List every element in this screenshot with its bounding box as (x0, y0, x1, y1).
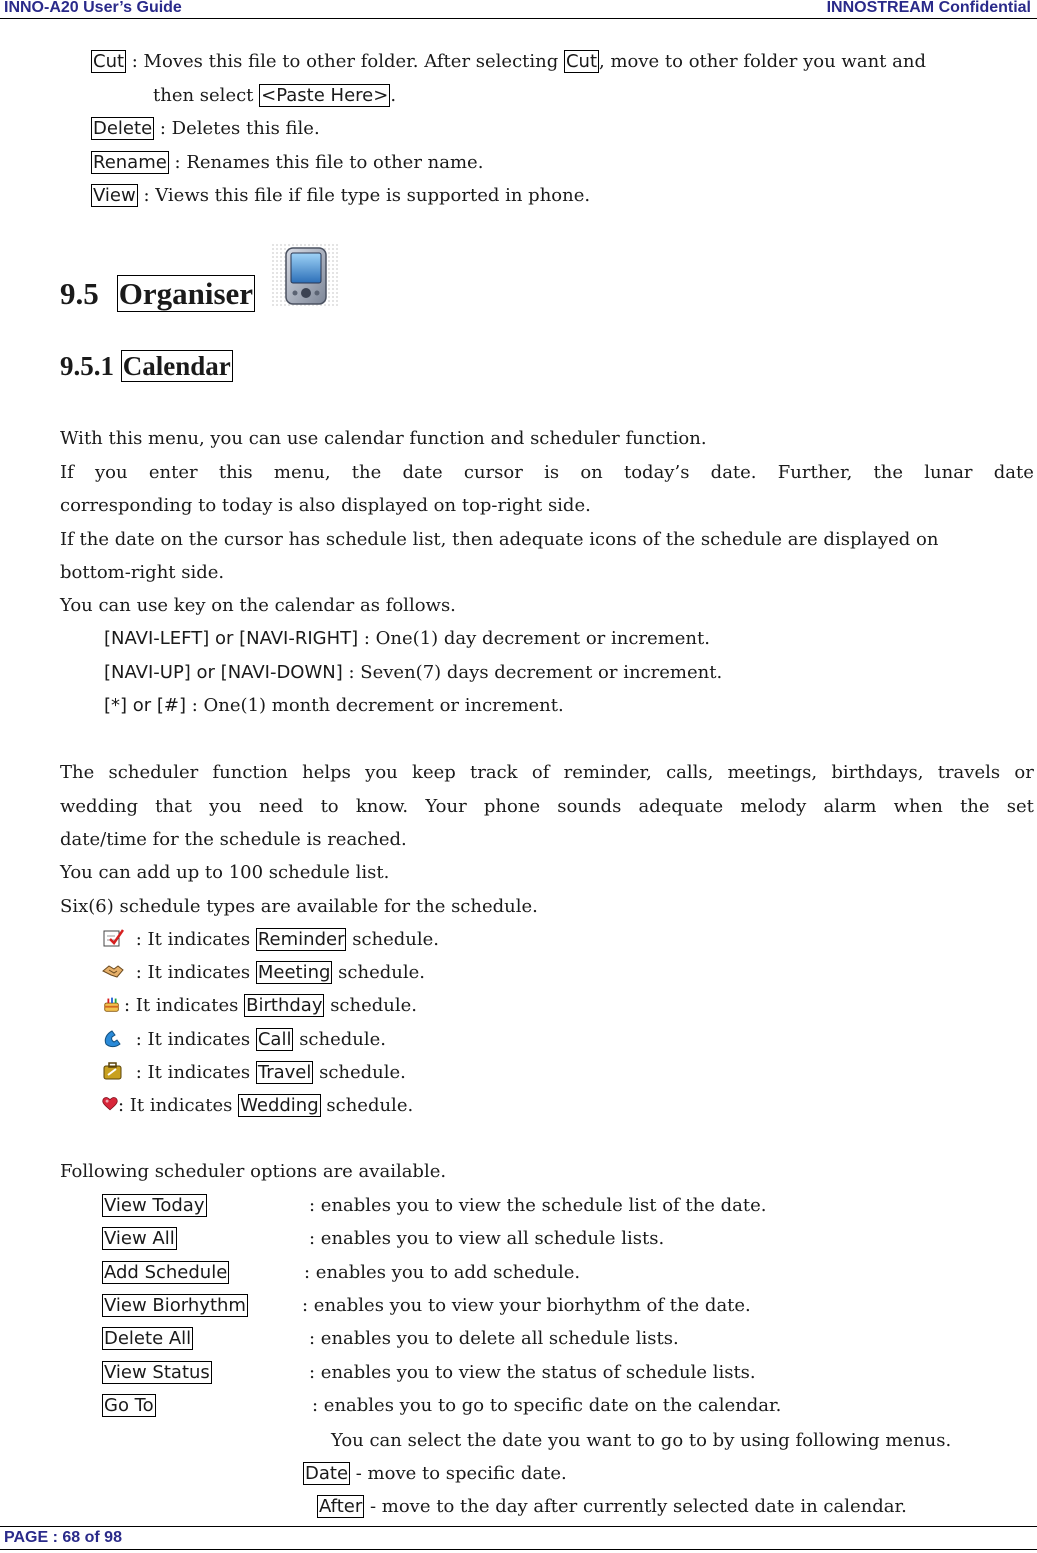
options-intro: Following scheduler options are available. (60, 1161, 447, 1182)
type-name-reminder: Reminder (257, 929, 345, 950)
intro-paragraph-2-line-1 (60, 462, 1034, 484)
word: that (155, 796, 192, 817)
intro-paragraph-2-line-2: corresponding to today is also displayed on top-right side. (60, 495, 591, 516)
header-doc-title: INNO-A20 User’s Guide (4, 0, 182, 16)
word: phone (483, 796, 541, 817)
word: birthdays, (831, 762, 924, 783)
rename-key: Rename (93, 152, 167, 173)
key-label: [NAVI-UP] or [NAVI-DOWN] (104, 662, 343, 683)
word: If (60, 462, 74, 483)
type-meeting (102, 961, 425, 984)
key-star-hash (104, 695, 564, 717)
file-op-rename (91, 152, 483, 174)
type-pre: : It indicates (124, 995, 245, 1016)
option-desc: : enables you to view the schedule list of the date. (309, 1195, 767, 1216)
option-name: Add Schedule (104, 1262, 228, 1283)
option-desc: : enables you to add schedule. (304, 1262, 581, 1283)
word: enter (148, 462, 198, 483)
word: when (893, 796, 943, 817)
word: the (873, 462, 904, 483)
view-desc: : Views this file if file type is supported in phone. (137, 185, 591, 206)
key-desc: : Seven(7) days decrement or increment. (342, 662, 723, 683)
word: Further, (777, 462, 853, 483)
word: sounds (557, 796, 622, 817)
type-name-call: Call (257, 1029, 292, 1050)
option-name: Delete All (104, 1328, 192, 1349)
option-view-biorhythm (102, 1295, 248, 1317)
type-post: schedule. (313, 1062, 406, 1083)
option-add-schedule (102, 1262, 229, 1284)
option-name: View Status (104, 1362, 210, 1383)
word: set (1006, 796, 1034, 817)
type-name-meeting: Meeting (257, 962, 331, 983)
key-navi-left-right (104, 628, 710, 650)
word: you (365, 762, 398, 783)
word: wedding (60, 796, 138, 817)
option-name: View All (104, 1228, 175, 1249)
intro-paragraph-1: With this menu, you can use calendar function and scheduler function. (60, 428, 707, 449)
key-desc: : One(1) day decrement or increment. (358, 628, 710, 649)
option-view-all (102, 1228, 177, 1250)
type-pre: : It indicates (130, 962, 256, 983)
section-number: 9.5 (60, 276, 99, 311)
word: scheduler (108, 762, 199, 783)
type-pre: : It indicates (130, 929, 256, 950)
scheduler-line-4: You can add up to 100 schedule list. (60, 862, 390, 883)
type-call (102, 1028, 386, 1051)
type-name-birthday: Birthday (246, 995, 323, 1016)
type-post: schedule. (293, 1029, 386, 1050)
word: the (351, 462, 382, 483)
intro-paragraph-4: You can use key on the calendar as follows. (60, 595, 456, 616)
scheduler-line-3: date/time for the schedule is reached. (60, 829, 407, 850)
scheduler-line-5: Six(6) schedule types are available for the schedule. (60, 896, 538, 917)
word: track (470, 762, 518, 783)
file-op-cut-continued (153, 85, 396, 107)
goto-after-label: After (319, 1496, 363, 1517)
type-pre: : It indicates (130, 1029, 256, 1050)
word: cursor (463, 462, 523, 483)
word: calls, (666, 762, 714, 783)
word: the (960, 796, 990, 817)
delete-key: Delete (93, 118, 153, 139)
word: function (212, 762, 288, 783)
word: is (544, 462, 560, 483)
page-number: PAGE : 68 of 98 (4, 1529, 122, 1546)
paste-here-key: <Paste Here> (261, 85, 389, 106)
word: Your (425, 796, 467, 817)
call-icon (102, 1028, 124, 1048)
reminder-icon (102, 928, 124, 948)
option-desc: : enables you to go to specific date on the calendar. (312, 1395, 782, 1416)
type-post: schedule. (332, 962, 425, 983)
goto-date-desc: - move to specific date. (350, 1463, 567, 1484)
option-desc: : enables you to view your biorhythm of the date. (302, 1295, 751, 1316)
goto-date (303, 1463, 567, 1485)
birthday-icon (102, 994, 122, 1014)
type-name-travel: Travel (257, 1062, 312, 1083)
goto-date-label: Date (305, 1463, 349, 1484)
wedding-icon (102, 1094, 118, 1114)
option-name: View Today (104, 1195, 205, 1216)
key-navi-up-down (104, 662, 722, 684)
cut-desc: : Moves this file to other folder. After selecting (126, 51, 564, 72)
goto-after (317, 1496, 907, 1518)
cut-key-2: Cut (565, 51, 598, 72)
cut-key: Cut (93, 51, 125, 72)
page-header (0, 0, 1037, 19)
file-op-delete (91, 118, 320, 140)
type-pre: : It indicates (130, 1062, 256, 1083)
meeting-icon (102, 961, 124, 981)
word: helps (302, 762, 351, 783)
footer-rule (0, 1549, 1037, 1550)
subsection-heading (60, 350, 233, 382)
word: lunar (924, 462, 973, 483)
type-post: schedule. (324, 995, 417, 1016)
cut-cont-post: . (390, 85, 397, 106)
intro-paragraph-3-line-2: bottom-right side. (60, 562, 225, 583)
rename-desc: : Renames this file to other name. (168, 152, 484, 173)
key-label: [*] or [#] (104, 695, 187, 716)
section-heading (60, 276, 255, 312)
option-delete-all (102, 1328, 193, 1350)
word: date (402, 462, 443, 483)
travel-icon (102, 1061, 124, 1081)
option-name: Go To (104, 1395, 154, 1416)
section-title: Organiser (118, 276, 254, 311)
word: you (209, 796, 242, 817)
view-key: View (93, 185, 136, 206)
organiser-pda-icon (272, 244, 340, 308)
word: you (95, 462, 128, 483)
word: adequate (638, 796, 724, 817)
scheduler-line-2 (60, 796, 1034, 818)
word: meetings, (727, 762, 818, 783)
word: or (1014, 762, 1034, 783)
type-pre: : It indicates (118, 1095, 239, 1116)
type-travel (102, 1061, 406, 1084)
intro-paragraph-3-line-1: If the date on the cursor has schedule list, then adequate icons of the schedule are displayed on (60, 529, 939, 550)
type-reminder (102, 928, 439, 951)
word: melody (740, 796, 807, 817)
word: know. (355, 796, 409, 817)
type-name-wedding: Wedding (240, 1095, 319, 1116)
option-name: View Biorhythm (104, 1295, 246, 1316)
word: keep (412, 762, 456, 783)
goto-note: You can select the date you want to go to by using following menus. (331, 1430, 952, 1451)
word: date (993, 462, 1034, 483)
word: need (258, 796, 304, 817)
subsection-title: Calendar (122, 351, 231, 381)
type-wedding (102, 1094, 413, 1117)
word: to (320, 796, 339, 817)
word: date. (710, 462, 757, 483)
word: The (60, 762, 95, 783)
option-view-today (102, 1195, 207, 1217)
word: of (531, 762, 550, 783)
cut-cont-pre: then select (153, 85, 260, 106)
goto-after-desc: - move to the day after currently selected date in calendar. (364, 1496, 907, 1517)
option-desc: : enables you to view all schedule lists. (309, 1228, 665, 1249)
key-label: [NAVI-LEFT] or [NAVI-RIGHT] (104, 628, 359, 649)
type-post: schedule. (346, 929, 440, 950)
word: on (580, 462, 603, 483)
word: today’s (623, 462, 690, 483)
file-op-view (91, 185, 590, 207)
option-go-to (102, 1395, 156, 1417)
word: travels (937, 762, 1001, 783)
delete-desc: : Deletes this file. (154, 118, 320, 139)
file-op-cut (91, 51, 926, 73)
scheduler-line-1 (60, 762, 1034, 784)
type-birthday (102, 994, 417, 1017)
subsection-number: 9.5.1 (60, 351, 114, 381)
word: this (218, 462, 253, 483)
word: alarm (823, 796, 877, 817)
option-desc: : enables you to delete all schedule lists. (309, 1328, 679, 1349)
cut-desc-2: , move to other folder you want and (599, 51, 926, 72)
word: menu, (273, 462, 331, 483)
option-view-status (102, 1362, 212, 1384)
word: reminder, (563, 762, 652, 783)
header-confidential: INNOSTREAM Confidential (826, 0, 1031, 16)
type-post: schedule. (320, 1095, 414, 1116)
page-footer (0, 1526, 1037, 1553)
option-desc: : enables you to view the status of schedule lists. (309, 1362, 756, 1383)
key-desc: : One(1) month decrement or increment. (186, 695, 564, 716)
